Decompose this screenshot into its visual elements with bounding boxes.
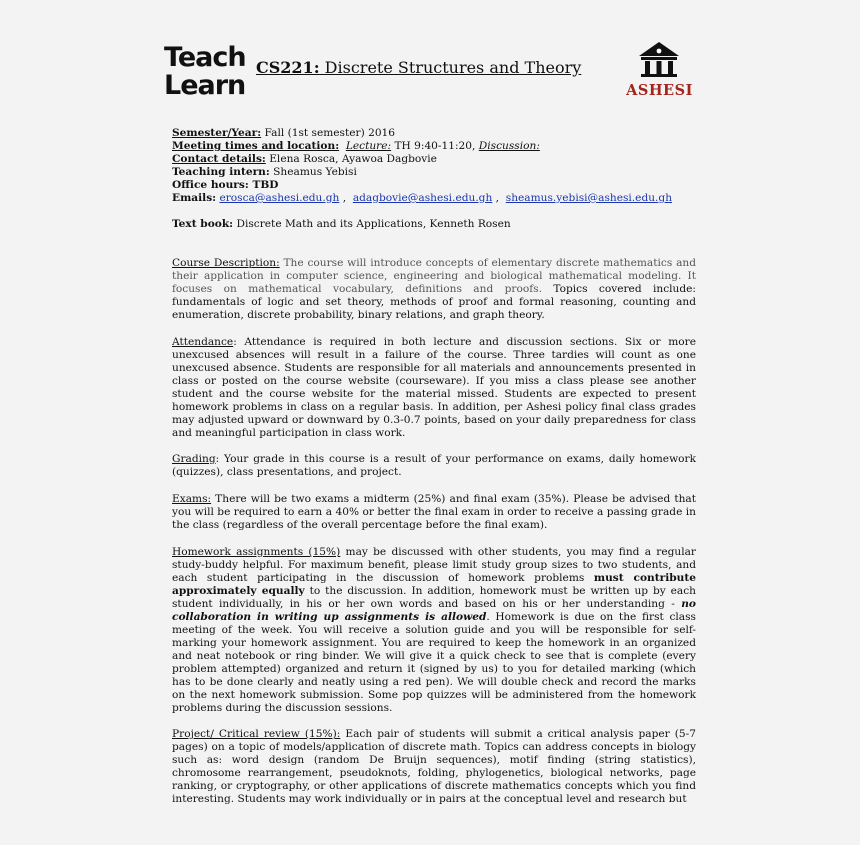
attendance-section — [172, 336, 696, 440]
project-section — [172, 728, 696, 806]
teach-learn-logo — [164, 42, 246, 104]
homework-text-1: may be discussed with other students, you may find a regular study-buddy helpful. For maximum benefit, please limit study group sizes to two students, and each student participating in the discussion of homework problems — [172, 546, 696, 584]
lecture-value: TH 9:40-11:20, — [391, 140, 479, 152]
building-icon — [623, 40, 696, 82]
course-info — [172, 127, 696, 231]
course-name: Discrete Structures and Theory — [319, 58, 582, 77]
homework-text-2: to the discussion. In addition, homework must be written up by each student individually, in his or her own words and based on his or her understanding - — [172, 585, 696, 610]
emails-label: Emails: — [172, 192, 217, 204]
contact-value: Elena Rosca, Ayawoa Dagbovie — [265, 153, 437, 165]
attendance-text: : Attendance is required in both lecture and discussion sections. Six or more unexcused absences will result in a failure of the course. Three tardies will count as one unexcused absence. Students are responsible for all materials and announcements presented in class or posted on the course website (courseware). If you miss a class please see another student and the course website for the material missed. Students are expected to present homework problems in class on a regular basis. In addition, per Ashesi policy final class grades may adjusted upward or downward by 0.3-0.7 points, based on your daily preparedness for class and meaningful participation in class work. — [172, 336, 696, 439]
email-link[interactable]: adagbovie@ashesi.edu.gh — [352, 192, 493, 204]
office-line — [172, 179, 696, 192]
homework-section — [172, 546, 696, 715]
exams-heading: Exams: — [172, 493, 212, 505]
grading-heading: Grading — [172, 453, 216, 465]
discussion-label: Discussion: — [478, 140, 540, 152]
description-heading: Course Description: — [172, 257, 280, 269]
meeting-line — [172, 140, 696, 153]
textbook-line — [172, 218, 696, 231]
textbook-label: Text book: — [172, 218, 234, 230]
lecture-label: Lecture: — [345, 140, 392, 152]
homework-text-3: . Homework is due on the first class meeting of the week. You will receive a solution guide and you will be responsible for self-marking your homework assignment. You are required to keep the homework in an organized and neat notebook or ring binder. We will give it a quick check to see that is complete (every problem attempted) organized and return it (signed by us) to you for detailed marking (which has to be done clearly and neatly using a red pen). We will double check and record the marks on the next homework submission. Some pop quizzes will be administered from the homework problems during the discussion sessions. — [172, 611, 696, 714]
email-link[interactable]: sheamus.yebisi@ashesi.edu.gh — [505, 192, 673, 204]
exams-section — [172, 493, 696, 532]
meeting-label: Meeting times and location: — [172, 140, 340, 152]
homework-heading: Homework assignments (15%) — [172, 546, 341, 558]
ashesi-logo — [623, 40, 696, 100]
logo-teach: Teach — [164, 42, 246, 73]
project-heading: Project/ Critical review (15%): — [172, 728, 341, 740]
homework-emphasis-1: must contribute approximately equally — [172, 572, 696, 597]
email-link[interactable]: erosca@ashesi.edu.gh — [219, 192, 340, 204]
contact-line — [172, 153, 696, 166]
contact-label: Contact details: — [172, 153, 266, 165]
course-title — [256, 58, 581, 77]
emails-line: Emails: erosca@ashesi.edu.gh , adagbovie@ashesi.edu.gh , sheamus.yebisi@ashesi.edu.gh — [172, 192, 673, 204]
office-label: Office hours: TBD — [172, 179, 279, 191]
project-text: Each pair of students will submit a critical analysis paper (5-7 pages) on a topic of models/application of discrete math. Topics can address concepts in biology such as: word design (random De Bruijn sequences), motif finding (string statistics), chromosome rearrangement, pseudoknots, folding, phylogenetics, biological networks, page ranking, or cryptography, or other applications of discrete mathematics concepts which you find interesting. Students may work individually or in pairs at the conceptual level and research but — [172, 728, 696, 805]
grading-text: : Your grade in this course is a result of your performance on exams, daily homework (quizzes), class presentations, and project. — [172, 453, 696, 478]
intern-label: Teaching intern: — [172, 166, 270, 178]
homework-emphasis-2: no collaboration in writing up assignments is allowed — [172, 598, 696, 623]
logo-learn: Learn — [164, 70, 246, 101]
exams-text: There will be two exams a midterm (25%) and final exam (35%). Please be advised that you will be required to earn a 40% or better the final exam in order to receive a passing grade in the class (regardless of the overall percentage before the final exam). — [172, 493, 696, 531]
intern-line — [172, 166, 696, 179]
course-code: CS221: — [256, 58, 320, 77]
attendance-heading: Attendance — [172, 336, 234, 348]
ashesi-wordmark: ASHESI — [626, 82, 693, 99]
semester-label: Semester/Year: — [172, 127, 262, 139]
textbook-value: Discrete Math and its Applications, Kenneth Rosen — [233, 218, 511, 230]
intern-value: Sheamus Yebisi — [269, 166, 357, 178]
course-description — [172, 257, 696, 322]
semester-value: Fall (1st semester) 2016 — [261, 127, 396, 139]
description-intro: The course will introduce concepts of elementary discrete mathematics and their application in computer science, engineering and biological mathematical modeling. It focuses on mathematical vocabulary, definitions and proofs. — [172, 257, 696, 295]
grading-section — [172, 453, 696, 479]
semester-line — [172, 127, 696, 140]
description-topics: Topics covered include: fundamentals of logic and set theory, methods of proof and formal reasoning, counting and enumeration, discrete probability, binary relations, and graph theory. — [172, 283, 696, 321]
